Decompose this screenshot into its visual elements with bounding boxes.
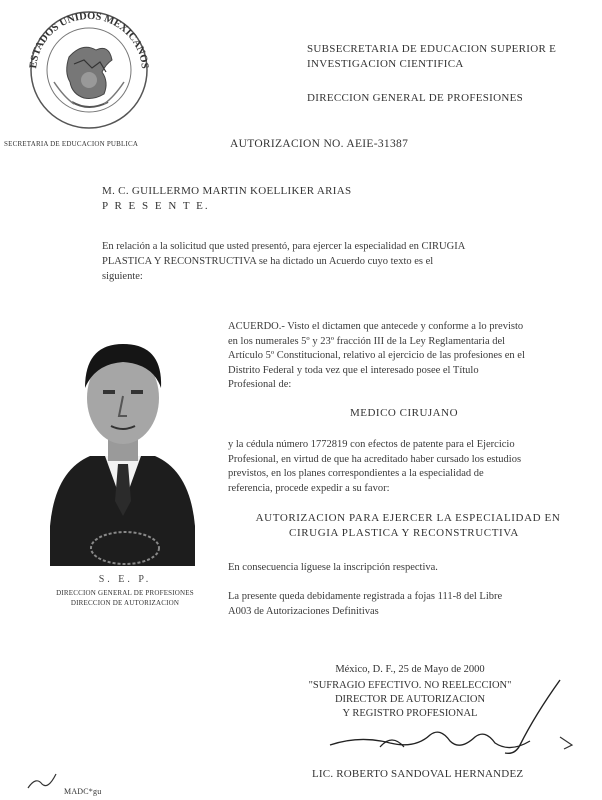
authorization-line-2: CIRUGIA PLASTICA Y RECONSTRUCTIVA bbox=[289, 527, 519, 539]
acuerdo-line-7: Profesional, en virtud de que ha acreditado haber cursado los estudios bbox=[228, 453, 522, 465]
acuerdo-line-3: Artículo 5º Constitucional, relativo al ejercicio de las profesiones en el bbox=[228, 350, 525, 361]
authorization-line-1: AUTORIZACION PARA EJERCER LA ESPECIALIDAD EN bbox=[255, 512, 561, 524]
footer-initials: MADC*gu bbox=[64, 787, 102, 796]
direction-label: DIRECCION GENERAL DE PROFESIONES bbox=[307, 92, 524, 104]
signer-name: LIC. ROBERTO SANDOVAL HERNANDEZ bbox=[312, 768, 524, 780]
addressee-name: M. C. GUILLERMO MARTIN KOELLIKER ARIAS bbox=[102, 185, 352, 197]
place-date: México, D. F., 25 de Mayo de 2000 bbox=[335, 664, 485, 675]
subsecretariat-line2: INVESTIGACION CIENTIFICA bbox=[307, 58, 464, 70]
stamp-line-2: DIRECCION GENERAL DE PROFESIONES bbox=[56, 589, 194, 597]
closing-line-2: La presente queda debidamente registrada a fojas 111-8 del Libre bbox=[228, 591, 503, 602]
closing-line-1: En consecuencia líguese la inscripción respectiva. bbox=[228, 562, 438, 573]
intro-line-3: siguiente: bbox=[102, 271, 143, 282]
initials-scribble-icon bbox=[26, 770, 60, 792]
intro-line-2: PLASTICA Y RECONSTRUCTIVA se ha dictado un Acuerdo cuyo texto es el bbox=[102, 256, 434, 267]
presente-label: P R E S E N T E. bbox=[102, 200, 210, 212]
acuerdo-line-5: Profesional de: bbox=[228, 379, 292, 390]
portrait-photo bbox=[45, 326, 200, 566]
acuerdo-line-6: y la cédula número 1772819 con efectos de patente para el Ejercicio bbox=[228, 439, 515, 450]
degree-title: MEDICO CIRUJANO bbox=[349, 407, 459, 419]
acuerdo-line-8: previstos, en los planes correspondientes a la especialidad de bbox=[228, 468, 484, 479]
stamp-line-3: DIRECCION DE AUTORIZACION bbox=[70, 599, 180, 607]
closing-line-3: A003 de Autorizaciones Definitivas bbox=[228, 605, 379, 617]
signer-role-1: DIRECTOR DE AUTORIZACION bbox=[334, 694, 486, 705]
acuerdo-line-1: ACUERDO.- Visto el dictamen que antecede y conforme a lo previsto bbox=[228, 321, 524, 332]
stamp-sep: S. E. P. bbox=[98, 574, 152, 585]
acuerdo-line-4: Distrito Federal y toda vez que el interesado posee el Título bbox=[228, 364, 479, 376]
seal-text: ESTADOS UNIDOS MEXICANOS bbox=[28, 10, 150, 70]
signer-role-2: Y REGISTRO PROFESIONAL bbox=[342, 708, 478, 719]
acuerdo-line-2: en los numerales 5º y 23º fracción III de la Ley Reglamentaria del bbox=[228, 335, 506, 347]
subsecretariat-line1: SUBSECRETARIA DE EDUCACION SUPERIOR E bbox=[307, 43, 557, 55]
motto: "SUFRAGIO EFECTIVO. NO REELECCION" bbox=[308, 680, 512, 691]
national-seal-icon bbox=[14, 2, 164, 132]
authorization-number: AUTORIZACION NO. AEIE-31387 bbox=[230, 138, 409, 150]
intro-line-1: En relación a la solicitud que usted presentó, para ejercer la especialidad en CIRUGIA bbox=[102, 241, 466, 252]
secretariat-label: SECRETARIA DE EDUCACION PUBLICA bbox=[4, 140, 139, 148]
handwritten-signature bbox=[320, 675, 590, 770]
acuerdo-line-9: referencia, procede expedir a su favor: bbox=[228, 482, 390, 494]
